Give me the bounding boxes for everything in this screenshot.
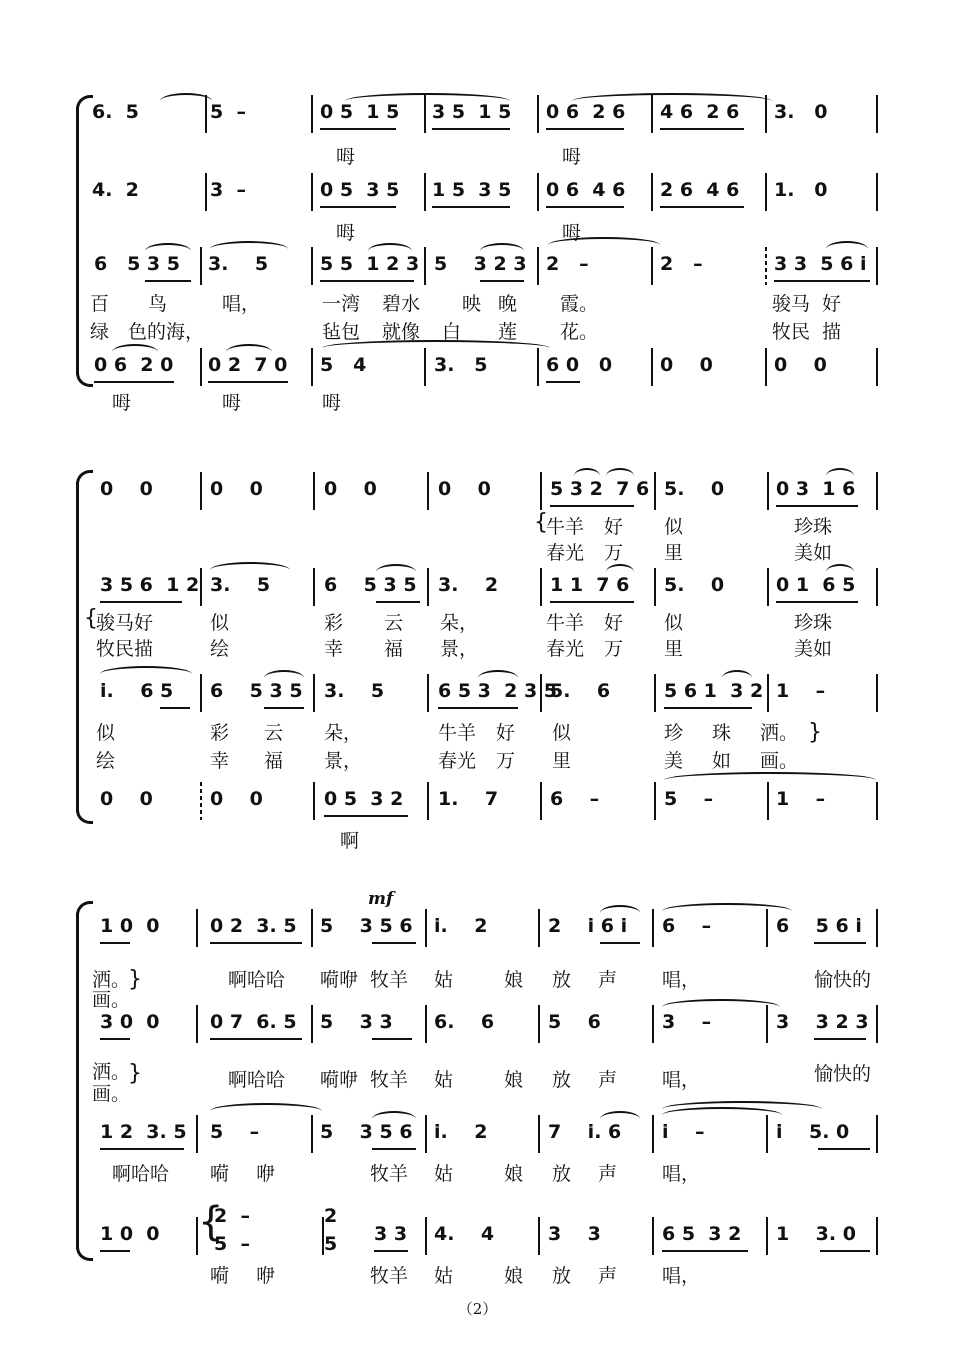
lyric: 唱， xyxy=(662,969,701,991)
measure: 5 6 1 3 2 xyxy=(664,680,764,702)
measure: 3 – xyxy=(662,1011,712,1033)
measure: 1 5 3 5 xyxy=(432,179,512,201)
lyric: 画。 xyxy=(92,989,131,1011)
measure: 0 2 7 0 xyxy=(208,354,288,376)
dynamic-marking: mf xyxy=(368,889,394,909)
measure: 0 7 6. 5 xyxy=(210,1011,297,1033)
measure: 5 – xyxy=(210,1121,260,1143)
lyric: 骏马好 xyxy=(96,612,154,634)
measure: 0 0 xyxy=(210,478,263,500)
lyric: 愉快的 xyxy=(814,969,872,991)
lyric: 福 xyxy=(264,750,284,772)
measure: 6 0 0 xyxy=(546,354,613,376)
measure: 1 – xyxy=(776,680,826,702)
lyric: 呣 xyxy=(336,222,356,244)
lyric: 洒。 xyxy=(92,1061,131,1083)
measure: 5 – xyxy=(214,1233,250,1255)
lyric: 声 xyxy=(598,969,618,991)
lyric: 朵， xyxy=(324,722,363,744)
measure: 2 i 6 i xyxy=(548,915,628,937)
lyric: 万 xyxy=(496,750,516,772)
measure: 3 3 2 3 xyxy=(776,1011,869,1033)
lyric: 彩 xyxy=(324,612,344,634)
measure: 1. 7 xyxy=(438,788,499,810)
lyric: 呣 xyxy=(322,392,342,414)
measure: 0 1 6 5 xyxy=(776,574,856,596)
lyric: 云 xyxy=(384,612,404,634)
lyric: 嗬 xyxy=(210,1163,230,1185)
lyric: 美如 xyxy=(794,638,833,660)
measure: 0 0 xyxy=(324,478,377,500)
lyric: 牧羊 xyxy=(370,1163,409,1185)
measure: 5 – xyxy=(210,101,246,123)
measure: 0 5 3 5 xyxy=(320,179,400,201)
measure: 1 – xyxy=(776,788,826,810)
lyric: 骏马 xyxy=(772,293,811,315)
measure: i. 2 xyxy=(434,1121,488,1143)
lyric: 春光 xyxy=(438,750,477,772)
lyric: 似 xyxy=(96,722,116,744)
lyric: 万 xyxy=(604,638,624,660)
lyric: 啊 xyxy=(340,830,360,852)
lyric: 珠 xyxy=(712,722,732,744)
measure: 0 6 2 6 xyxy=(546,101,626,123)
lyric: 娘 xyxy=(504,1163,524,1185)
lyric: 唱， xyxy=(222,293,261,315)
measure: i. 6 5 xyxy=(100,680,174,702)
lyric: 福 xyxy=(384,638,404,660)
measure: 6 – xyxy=(662,915,712,937)
lyric: 春光 xyxy=(546,542,585,564)
measure: 5. 0 xyxy=(664,574,725,596)
lyric: 霞。 xyxy=(560,293,599,315)
lyric: 啊哈哈 xyxy=(228,969,286,991)
measure: 0 0 xyxy=(660,354,713,376)
lyric: 一湾 xyxy=(322,293,361,315)
lyric: 牧羊 xyxy=(370,1069,409,1091)
lyric: 呣 xyxy=(222,392,242,414)
measure: 4. 2 xyxy=(92,179,139,201)
lyric: 里 xyxy=(664,542,684,564)
lyric: 彩 xyxy=(210,722,230,744)
lyric: 嗬 xyxy=(210,1265,230,1287)
measure: 3 0 0 xyxy=(100,1011,160,1033)
lyric: 放 xyxy=(552,1265,572,1287)
measure: 5 3 3 xyxy=(320,1011,393,1033)
lyric: 里 xyxy=(664,638,684,660)
measure: 0 5 3 2 xyxy=(324,788,404,810)
lyric: 放 xyxy=(552,1069,572,1091)
lyric: 云 xyxy=(264,722,284,744)
measure: 2 6 4 6 xyxy=(660,179,740,201)
page-number: （2） xyxy=(457,1300,498,1318)
measure: 5 4 xyxy=(320,354,367,376)
lyric: 鸟 xyxy=(148,293,168,315)
lyric: 景， xyxy=(440,638,479,660)
lyric: 好 xyxy=(604,612,624,634)
lyric: 啊哈哈 xyxy=(228,1069,286,1091)
measure: 5 6 xyxy=(548,1011,601,1033)
measure: 0 0 xyxy=(100,788,153,810)
lyric: 似 xyxy=(664,612,684,634)
measure: 3 3 5 6 i xyxy=(774,253,867,275)
lyric: 万 xyxy=(604,542,624,564)
score-system-1 xyxy=(0,95,955,414)
lyric: 声 xyxy=(598,1265,618,1287)
lyric: 白 xyxy=(442,321,462,343)
measure: 5 xyxy=(324,1233,338,1255)
lyric: 牧羊 xyxy=(370,1265,409,1287)
measure: 0 3 1 6 xyxy=(776,478,856,500)
measure: 3 5 6 1 2 xyxy=(100,574,200,596)
lyric: 珍 xyxy=(664,722,684,744)
system-bracket xyxy=(76,482,79,812)
system-bracket xyxy=(76,913,79,1249)
measure: 1 3. 0 xyxy=(776,1223,856,1245)
measure: i 5. 0 xyxy=(776,1121,850,1143)
measure: i – xyxy=(662,1121,705,1143)
lyric: 牧民 xyxy=(772,321,811,343)
measure: 5. 0 xyxy=(664,478,725,500)
lyric: 唱， xyxy=(662,1069,701,1091)
score-system-2: 0 0 0 0 0 0 0 0 5 3 2 7 6 5. 0 0 3 1 6 { 牛羊 好 似 珍珠 春光 万 里 美如 3 5 6 1 2 3. 5 6 5 3 5 3. 2 1 1 7 6 5. 0 0 1 6 5 { 骏马好 似 彩 云 朵， 牛羊 好 似 珍珠 牧民描 绘 幸 福 景， 春光 万 里 美如 i. 6 5 6 5 3 5 3. 5 6 5 3 2 3 5 5. 6 5 6 1 3 2 1 – 似 彩 云 朵， 牛羊 好 似 珍 珠 洒。 绘 幸 福 景， 春光 万 里 美 如 画。 } 0 0 0 0 0 5 3 2 1. 7 6 – 5 – 1 – 啊 xyxy=(0,472,955,852)
lyric: 色的海， xyxy=(128,321,205,343)
lyric: 幸 xyxy=(324,638,344,660)
measure: 0 0 xyxy=(210,788,263,810)
measure: 0 2 3. 5 xyxy=(210,915,297,937)
lyric: 放 xyxy=(552,969,572,991)
lyric: 碧水 xyxy=(382,293,421,315)
lyric: 花。 xyxy=(560,321,599,343)
measure: 3 – xyxy=(210,179,246,201)
measure: 5 3 2 3 xyxy=(434,253,527,275)
lyric: 珍珠 xyxy=(794,612,833,634)
measure: 5 – xyxy=(664,788,714,810)
measure: 3. 0 xyxy=(774,101,828,123)
lyric: 绘 xyxy=(96,750,116,772)
lyric: 牧羊 xyxy=(370,969,409,991)
lyric: 呣 xyxy=(112,392,132,414)
lyric: 洒。 xyxy=(760,722,799,744)
measure: 3. 5 xyxy=(208,253,269,275)
measure: 6 – xyxy=(550,788,600,810)
measure: 1 0 0 xyxy=(100,915,160,937)
measure: 2 – xyxy=(546,253,589,275)
measure: i. 2 xyxy=(434,915,488,937)
measure: 4 6 2 6 xyxy=(660,101,740,123)
lyric: 莲 xyxy=(498,321,518,343)
lyric: 牛羊 xyxy=(438,722,477,744)
measure: 1 1 7 6 xyxy=(550,574,630,596)
measure: 6 5 6 i xyxy=(776,915,862,937)
lyric: 美如 xyxy=(794,542,833,564)
lyric: 娘 xyxy=(504,969,524,991)
lyric: 好 xyxy=(822,293,842,315)
system-bracket xyxy=(76,107,79,375)
lyric: 春光 xyxy=(546,638,585,660)
lyric: 牛羊 xyxy=(546,612,585,634)
measure: 3 3 xyxy=(374,1223,408,1245)
measure: 2 – xyxy=(214,1205,250,1227)
measure: 5 3 5 6 xyxy=(320,1121,413,1143)
lyric: 景， xyxy=(324,750,363,772)
measure: 5 3 5 6 xyxy=(320,915,413,937)
lyric: 描 xyxy=(822,321,842,343)
lyric: 声 xyxy=(598,1163,618,1185)
measure: 3. 5 xyxy=(324,680,385,702)
measure: 3 5 1 5 xyxy=(432,101,512,123)
measure: 5 5 1 2 3 xyxy=(320,253,420,275)
lyric: 嗬咿 xyxy=(320,1069,359,1091)
measure: 6 5 3 2 xyxy=(662,1223,742,1245)
lyric: 唱， xyxy=(662,1265,701,1287)
lyric: 姑 xyxy=(434,1069,454,1091)
lyric: 呣 xyxy=(562,222,582,244)
lyric: 晚 xyxy=(498,293,518,315)
measure: 0 5 1 5 xyxy=(320,101,400,123)
measure: 0 0 xyxy=(438,478,491,500)
lyric: 姑 xyxy=(434,1265,454,1287)
lyric: 嗬咿 xyxy=(320,969,359,991)
lyric: 姑 xyxy=(434,1163,454,1185)
measure: 6 5 3 5 xyxy=(94,253,180,275)
lyric: 珍珠 xyxy=(794,516,833,538)
lyric: 咿 xyxy=(256,1163,276,1185)
lyric: 画。 xyxy=(92,1083,131,1105)
measure: 6 5 3 5 xyxy=(324,574,417,596)
lyric: 牛羊 xyxy=(546,516,585,538)
measure: 6 5 3 2 3 5 xyxy=(438,680,558,702)
lyric: 声 xyxy=(598,1069,618,1091)
measure: 3. 5 xyxy=(434,354,488,376)
lyric: 就像 xyxy=(382,321,421,343)
lyric: 娘 xyxy=(504,1069,524,1091)
lyric: 似 xyxy=(210,612,230,634)
lyric: 好 xyxy=(604,516,624,538)
lyric: 毡包 xyxy=(322,321,361,343)
lyric: 放 xyxy=(552,1163,572,1185)
measure: 6. 6 xyxy=(434,1011,495,1033)
lyric: 映 xyxy=(462,293,482,315)
measure: 0 0 xyxy=(100,478,153,500)
lyric: 娘 xyxy=(504,1265,524,1287)
measure: 1. 0 xyxy=(774,179,828,201)
lyric: 洒。 xyxy=(92,969,131,991)
lyric: 绘 xyxy=(210,638,230,660)
lyric: 呣 xyxy=(336,146,356,168)
lyric: 里 xyxy=(552,750,572,772)
lyric: 似 xyxy=(552,722,572,744)
measure: 1 2 3. 5 xyxy=(100,1121,187,1143)
measure: 5. 6 xyxy=(550,680,611,702)
lyric: 画。 xyxy=(760,750,799,772)
measure: 3 3 xyxy=(548,1223,601,1245)
lyric: 咿 xyxy=(256,1265,276,1287)
lyric: 牧民描 xyxy=(96,638,154,660)
score-system-3: mf 1 0 0 0 2 3. 5 5 3 5 6 i. 2 2 i 6 i 6 – 6 5 6 i 洒。 啊哈哈 嗬咿 牧羊 姑 娘 放 声 唱， 愉快的 画。 } 3 0 0 0 7 6. 5 5 3 3 6. 6 5 6 3 – 3 3 2 3 洒。 啊哈哈 嗬咿 牧羊 姑 娘 放 声 唱， 愉快的 画。 } 1 2 3. 5 5 – 5 3 5 6 i. 2 7 i. 6 i – i 5. 0 啊哈哈 嗬 咿 牧羊 姑 娘 放 声 唱， 1 0 0 { 2 – 5 – 2 5 3 3 4. 4 3 3 6 5 3 2 1 3. 0 嗬 咿 牧羊 姑 娘 放 声 唱， xyxy=(0,905,955,1290)
lyric: 姑 xyxy=(434,969,454,991)
measure: 2 xyxy=(324,1205,338,1227)
measure: 3. 2 xyxy=(438,574,499,596)
lyric: 美 xyxy=(664,750,684,772)
measure: 7 i. 6 xyxy=(548,1121,622,1143)
measure: 6. 5 xyxy=(92,101,139,123)
lyric: 似 xyxy=(664,516,684,538)
measure: 0 6 2 0 xyxy=(94,354,174,376)
measure: 2 – xyxy=(660,253,703,275)
measure: 0 0 xyxy=(774,354,827,376)
measure: 1 0 0 xyxy=(100,1223,160,1245)
lyric: 朵， xyxy=(440,612,479,634)
measure: 4. 4 xyxy=(434,1223,495,1245)
lyric: 百 xyxy=(90,293,110,315)
measure: 3. 5 xyxy=(210,574,271,596)
measure: 6 5 3 5 xyxy=(210,680,303,702)
lyric: 幸 xyxy=(210,750,230,772)
lyric: 啊哈哈 xyxy=(112,1163,170,1185)
lyric: 呣 xyxy=(562,146,582,168)
lyric: 绿 xyxy=(90,321,110,343)
measure: 5 3 2 7 6 xyxy=(550,478,650,500)
lyric: 好 xyxy=(496,722,516,744)
measure: 0 6 4 6 xyxy=(546,179,626,201)
lyric: 唱， xyxy=(662,1163,701,1185)
lyric: 如 xyxy=(712,750,732,772)
lyric: 愉快的 xyxy=(814,1063,872,1085)
